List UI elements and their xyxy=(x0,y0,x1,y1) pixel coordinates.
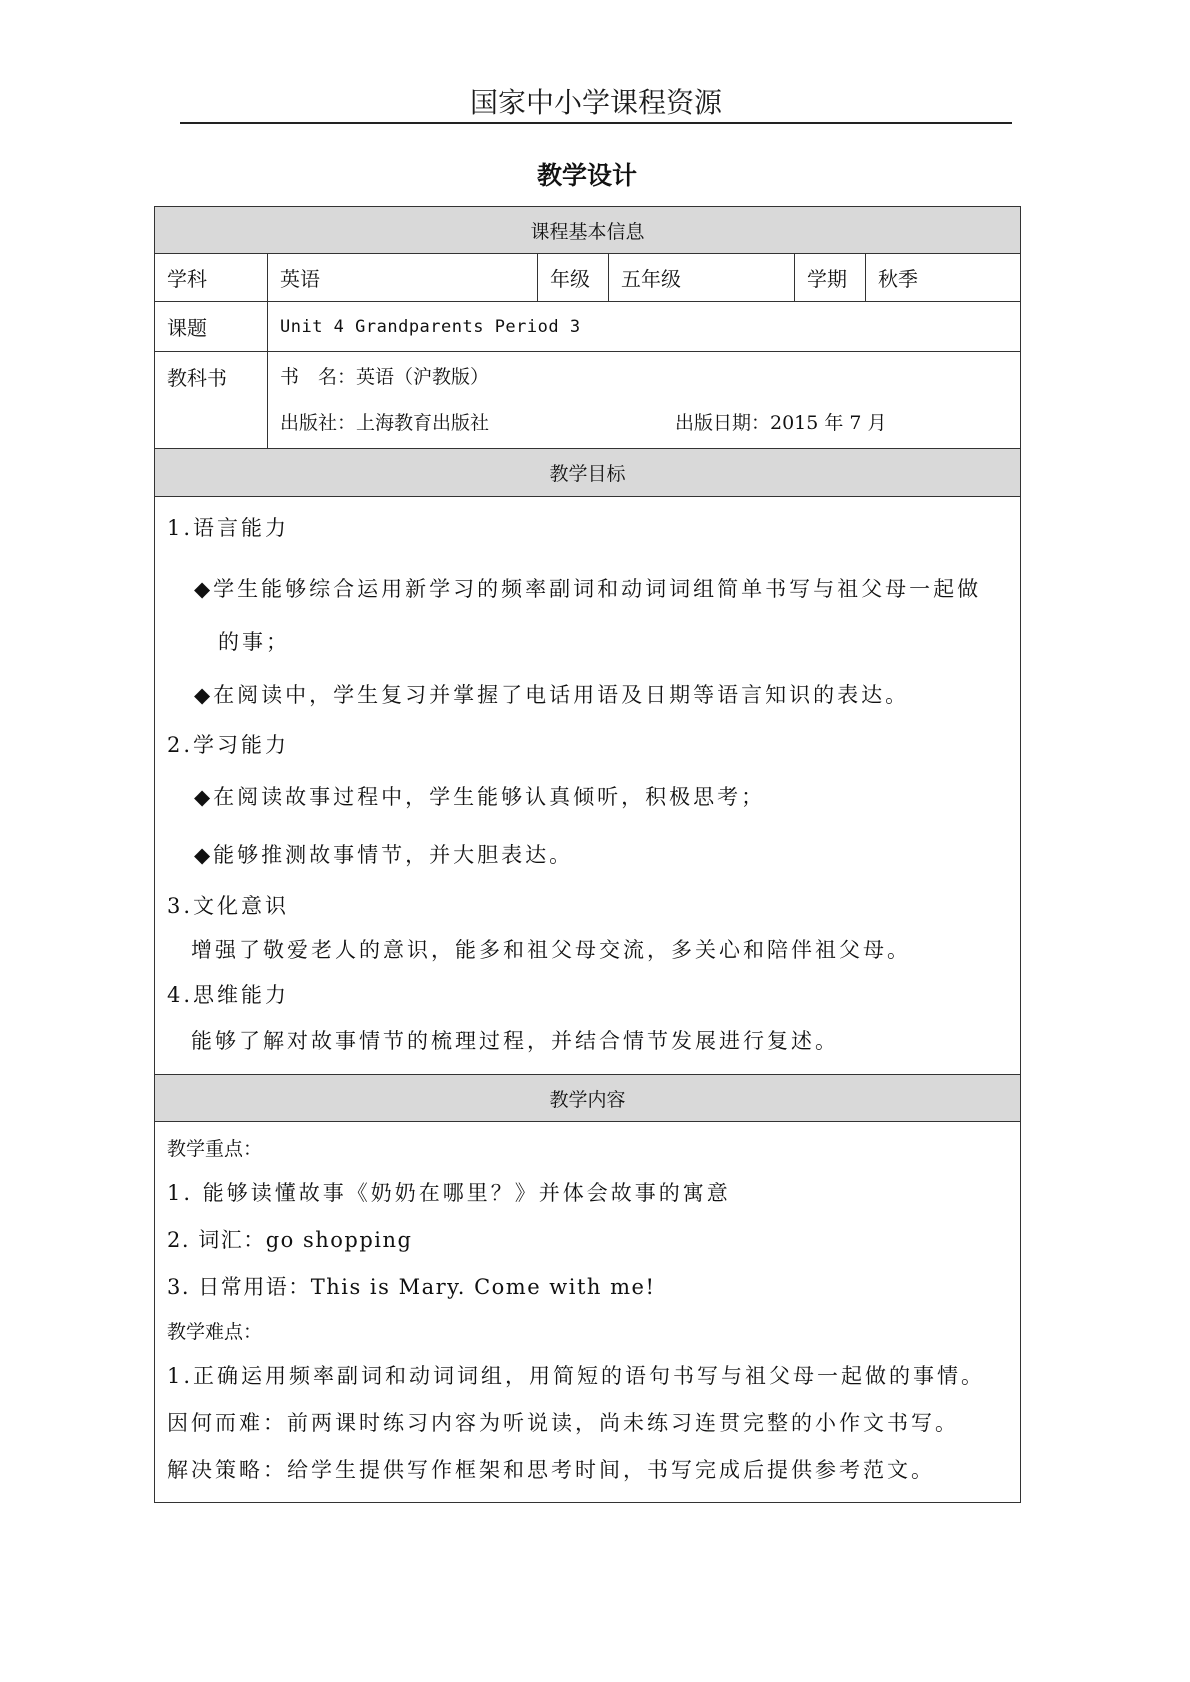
term-value: 秋季 xyxy=(866,254,1021,302)
objective-text: 的事； xyxy=(218,630,290,654)
key-points-label: 教学重点： xyxy=(167,1138,263,1160)
objective-heading: 1.语言能力 xyxy=(167,516,290,540)
difficulties-label: 教学难点： xyxy=(167,1321,263,1343)
objective-heading: 3.文化意识 xyxy=(167,894,290,918)
objective-bullet xyxy=(167,563,1010,669)
key-point-item: 1. 能够读懂故事《奶奶在哪里？》并体会故事的寓意 xyxy=(167,1181,731,1205)
section-header-basic-info: 课程基本信息 xyxy=(155,207,1021,254)
site-title: 国家中小学课程资源 xyxy=(469,86,722,119)
subject-label: 学科 xyxy=(155,254,268,302)
term-label: 学期 xyxy=(795,254,866,302)
topic-value: Unit 4 Grandparents Period 3 xyxy=(268,302,1021,352)
lesson-design-table xyxy=(154,206,1021,1503)
objective-heading: 2.学习能力 xyxy=(167,733,290,757)
grade-label: 年级 xyxy=(538,254,609,302)
document-title: 教学设计 xyxy=(536,161,637,190)
section-header-content: 教学内容 xyxy=(155,1075,1021,1122)
objectives-body xyxy=(155,497,1021,1075)
grade-value: 五年级 xyxy=(609,254,795,302)
section-header-objectives: 教学目标 xyxy=(155,449,1021,497)
difficulty-item: 解决策略：给学生提供写作框架和思考时间，书写完成后提供参考范文。 xyxy=(167,1458,935,1482)
objective-text: 增强了敬爱老人的意识，能多和祖父母交流，多关心和陪伴祖父母。 xyxy=(191,938,911,962)
objective-bullet: ◆能够推测故事情节，并大胆表达。 xyxy=(194,843,574,867)
key-point-item: 3. 日常用语：This is Mary. Come with me! xyxy=(167,1275,656,1299)
textbook-label: 教科书 xyxy=(155,352,268,449)
objective-text: 能够了解对故事情节的梳理过程，并结合情节发展进行复述。 xyxy=(191,1029,839,1053)
publish-date: 出版日期：2015 年 7 月 xyxy=(675,412,887,434)
objective-bullet: ◆在阅读中，学生复习并掌握了电话用语及日期等语言知识的表达。 xyxy=(194,683,910,707)
objective-heading: 4.思维能力 xyxy=(167,983,290,1007)
title-divider xyxy=(180,122,1012,124)
publisher-row xyxy=(280,400,1008,446)
publisher: 出版社：上海教育出版社 xyxy=(280,412,490,434)
difficulty-item: 1.正确运用频率副词和动词词组，用简短的语句书写与祖父母一起做的事情。 xyxy=(167,1364,986,1388)
book-name: 书 名：英语（沪教版） xyxy=(280,366,490,388)
objective-bullet: ◆在阅读故事过程中，学生能够认真倾听，积极思考； xyxy=(194,785,766,809)
textbook-info xyxy=(268,352,1021,449)
difficulty-item: 因何而难：前两课时练习内容为听说读，尚未练习连贯完整的小作文书写。 xyxy=(167,1411,959,1435)
topic-label: 课题 xyxy=(155,302,268,352)
key-point-item: 2. 词汇：go shopping xyxy=(167,1228,413,1252)
objective-text: ◆学生能够综合运用新学习的频率副词和动词词组简单书写与祖父母一起做 xyxy=(194,577,982,601)
subject-value: 英语 xyxy=(268,254,538,302)
content-body xyxy=(155,1122,1021,1503)
